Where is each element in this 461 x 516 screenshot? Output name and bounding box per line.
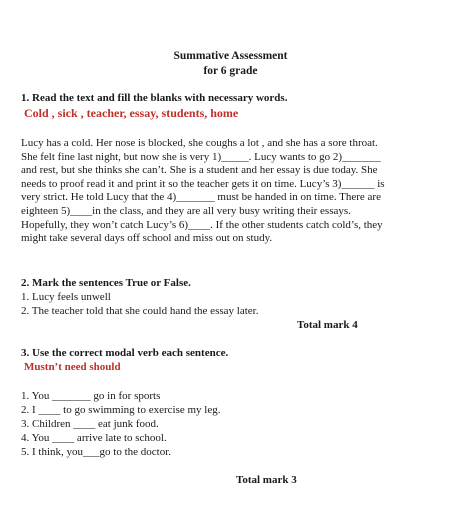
task3-total-mark: Total mark 3 (236, 474, 297, 486)
page-title: Summative Assessment (173, 50, 288, 62)
paragraph-line: She felt fine last night, but now she is very 1)_____. Lucy wants to go 2)_______ (21, 150, 381, 163)
paragraph-line: needs to proof read it and print it so the teacher gets it on time. Lucy’s 3)______ is (21, 177, 385, 190)
task3-item: 1. You _______ go in for sports (21, 390, 161, 402)
paragraph-line: eighteen 5)____in the class, and they are all very busy writing their essays. (21, 205, 351, 217)
task2-total-mark: Total mark 4 (297, 319, 358, 331)
task3-item: 3. Children ____ eat junk food. (21, 418, 159, 430)
task2-item: 1. Lucy feels unwell (21, 291, 111, 303)
task1-heading: 1. Read the text and fill the blanks with necessary words. (21, 92, 288, 104)
paragraph-line: might take several days off school and miss out on study. (21, 232, 273, 245)
page-subtitle: for 6 grade (203, 65, 258, 77)
task3-item: 2. I ____ to go swimming to exercise my leg. (21, 404, 221, 416)
task3-word-bank: Mustn’t need should (24, 361, 121, 373)
task1-word-bank: Cold , sick , teacher, essay, students, home (24, 106, 239, 120)
task2-item: 2. The teacher told that she could hand the essay later. (21, 305, 259, 317)
paragraph-line: Hopefully, they won’t catch Lucy’s 6)____. If the other students catch cold’s, they (21, 218, 383, 231)
task3-item: 4. You ____ arrive late to school. (21, 432, 167, 444)
task2-heading: 2. Mark the sentences True or False. (21, 277, 191, 289)
paragraph-line: Lucy has a cold. Her nose is blocked, she coughs a lot , and she has a sore throat. (21, 137, 378, 149)
paragraph-line: and rest, but she thinks she can’t. She is a student and her essay is due today. She (21, 164, 378, 177)
task3-item: 5. I think, you___go to the doctor. (21, 446, 172, 458)
paragraph-line: very strict. He told Lucy that the 4)_______ must be handed in on time. There are (21, 191, 381, 204)
task3-heading: 3. Use the correct modal verb each sentence. (21, 347, 229, 359)
task1-paragraph (21, 137, 451, 249)
